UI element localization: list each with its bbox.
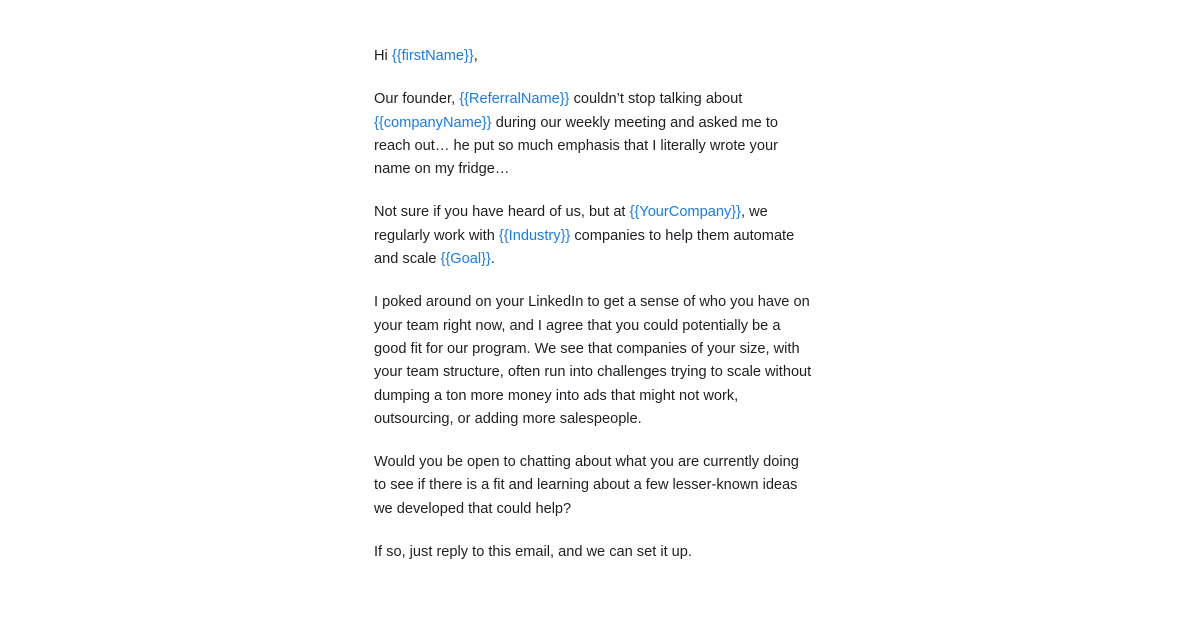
intro-text-middle: , we regularly work with: [374, 204, 768, 244]
your-company-variable: {{YourCompany}}: [629, 204, 741, 221]
founder-text-start: Our founder,: [374, 91, 460, 108]
linkedin-paragraph: I poked around on your LinkedIn to get a sense of who you have on your team right now, and I agree that you could potentially be a good fit for our program. We see that companies of your size, with your team structure, often run into challenges trying to scale without dumping a ton more money into ads that might not work, outsourcing, or adding more salespeople.: [374, 294, 812, 427]
intro-text-end: .: [490, 251, 495, 268]
email-body: [374, 45, 814, 584]
company-name-variable: {{companyName}}: [374, 114, 492, 131]
industry-variable: {{Industry}}: [498, 227, 571, 244]
closing-paragraph: If so, just reply to this email, and we can set it up.: [374, 544, 692, 561]
first-name-variable: {{firstName}}: [391, 48, 474, 64]
intro-text-start: Not sure if you have heard of us, but at: [374, 204, 630, 221]
founder-text-end: during our weekly meeting and asked me to reach out… he put so much emphasis that I literally wrote your name on my fridge…: [374, 114, 779, 178]
intro-paragraph: [374, 201, 814, 271]
intro-text-continued: companies to help them automate and scale: [374, 227, 795, 268]
founder-paragraph: [374, 88, 814, 181]
greeting-text: Hi: [374, 48, 392, 64]
referral-name-variable: {{ReferralName}}: [459, 91, 570, 108]
greeting-comma: ,: [473, 48, 478, 64]
founder-text-middle: couldn’t stop talking about: [569, 91, 743, 108]
question-paragraph: Would you be open to chatting about what you are currently doing to see if there is a fit and learning about a few lesser-known ideas we developed that could help?: [374, 454, 799, 517]
greeting-paragraph: [374, 45, 814, 68]
goal-variable: {{Goal}}: [440, 251, 491, 268]
